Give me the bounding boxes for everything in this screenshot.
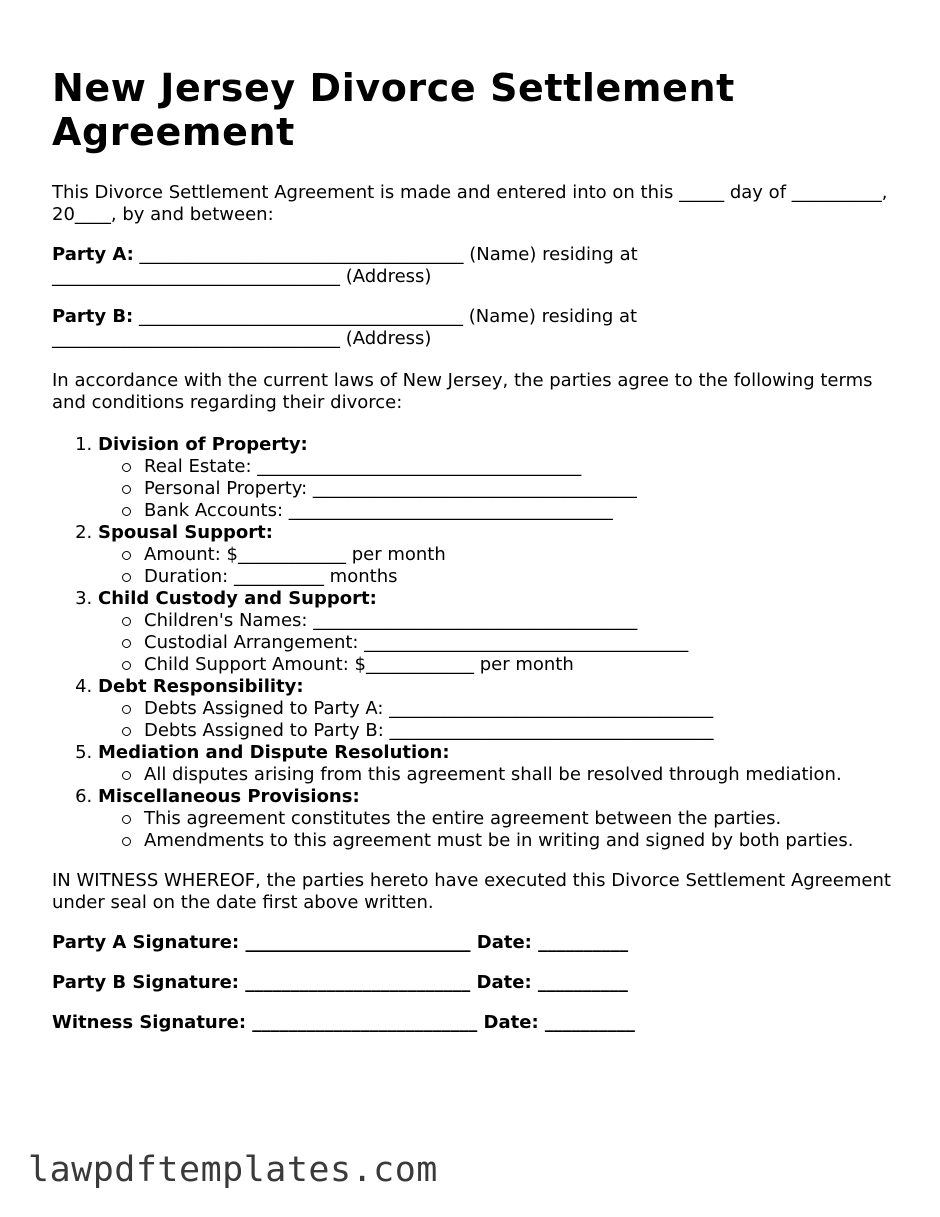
list-item: Real Estate: ____________________________________ (144, 456, 892, 478)
section-items (98, 808, 892, 852)
section-heading: Child Custody and Support: (98, 588, 377, 609)
list-item: Debts Assigned to Party B: ____________________________________ (144, 720, 892, 742)
section-heading: Miscellaneous Provisions: (98, 786, 360, 807)
section-spousal-support (98, 522, 892, 588)
section-items (98, 610, 892, 676)
list-item: Children's Names: ____________________________________ (144, 610, 892, 632)
section-debt-responsibility (98, 676, 892, 742)
section-items (98, 544, 892, 588)
section-miscellaneous (98, 786, 892, 852)
party-b-signature-line: Party B Signature: _________________________ Date: __________ (52, 972, 628, 993)
section-child-custody (98, 588, 892, 676)
section-division-of-property (98, 434, 892, 522)
party-a-signature-line: Party A Signature: _________________________ Date: __________ (52, 932, 629, 953)
list-item: Child Support Amount: $____________ per month (144, 654, 892, 676)
terms-list (52, 434, 892, 852)
accordance-paragraph: In accordance with the current laws of New Jersey, the parties agree to the following terms and conditions regarding their divorce: (52, 370, 873, 413)
party-b-label: Party B: (52, 306, 134, 327)
section-heading: Mediation and Dispute Resolution: (98, 742, 450, 763)
witness-clause: IN WITNESS WHEREOF, the parties hereto have executed this Divorce Settlement Agreement under seal on the date first above written. (52, 870, 891, 913)
section-items (98, 764, 892, 786)
party-b-line (52, 306, 892, 350)
intro-paragraph: This Divorce Settlement Agreement is made and entered into on this _____ day of __________, 20____, by and between: (52, 182, 888, 225)
party-a-label: Party A: (52, 244, 134, 265)
watermark: lawpdftemplates.com (28, 1150, 438, 1190)
list-item: Duration: __________ months (144, 566, 892, 588)
section-items (98, 698, 892, 742)
section-heading: Spousal Support: (98, 522, 273, 543)
list-item: Amendments to this agreement must be in writing and signed by both parties. (144, 830, 892, 852)
list-item: All disputes arising from this agreement shall be resolved through mediation. (144, 764, 892, 786)
list-item: Amount: $____________ per month (144, 544, 892, 566)
party-a-text: ____________________________________ (Name) residing at ________________________________ (Address) (52, 244, 638, 287)
list-item: Debts Assigned to Party A: ____________________________________ (144, 698, 892, 720)
list-item: Personal Property: ____________________________________ (144, 478, 892, 500)
document-title: New Jersey Divorce Settlement Agreement (52, 66, 735, 154)
section-mediation (98, 742, 892, 786)
list-item: Custodial Arrangement: ____________________________________ (144, 632, 892, 654)
section-heading: Division of Property: (98, 434, 308, 455)
list-item: Bank Accounts: ____________________________________ (144, 500, 892, 522)
section-items (98, 456, 892, 522)
document-page (52, 66, 892, 1034)
section-heading: Debt Responsibility: (98, 676, 304, 697)
witness-signature-line: Witness Signature: _________________________ Date: __________ (52, 1012, 635, 1033)
party-b-text: ____________________________________ (Name) residing at ________________________________ (Address) (52, 306, 638, 349)
list-item: This agreement constitutes the entire agreement between the parties. (144, 808, 892, 830)
party-a-line (52, 244, 892, 288)
